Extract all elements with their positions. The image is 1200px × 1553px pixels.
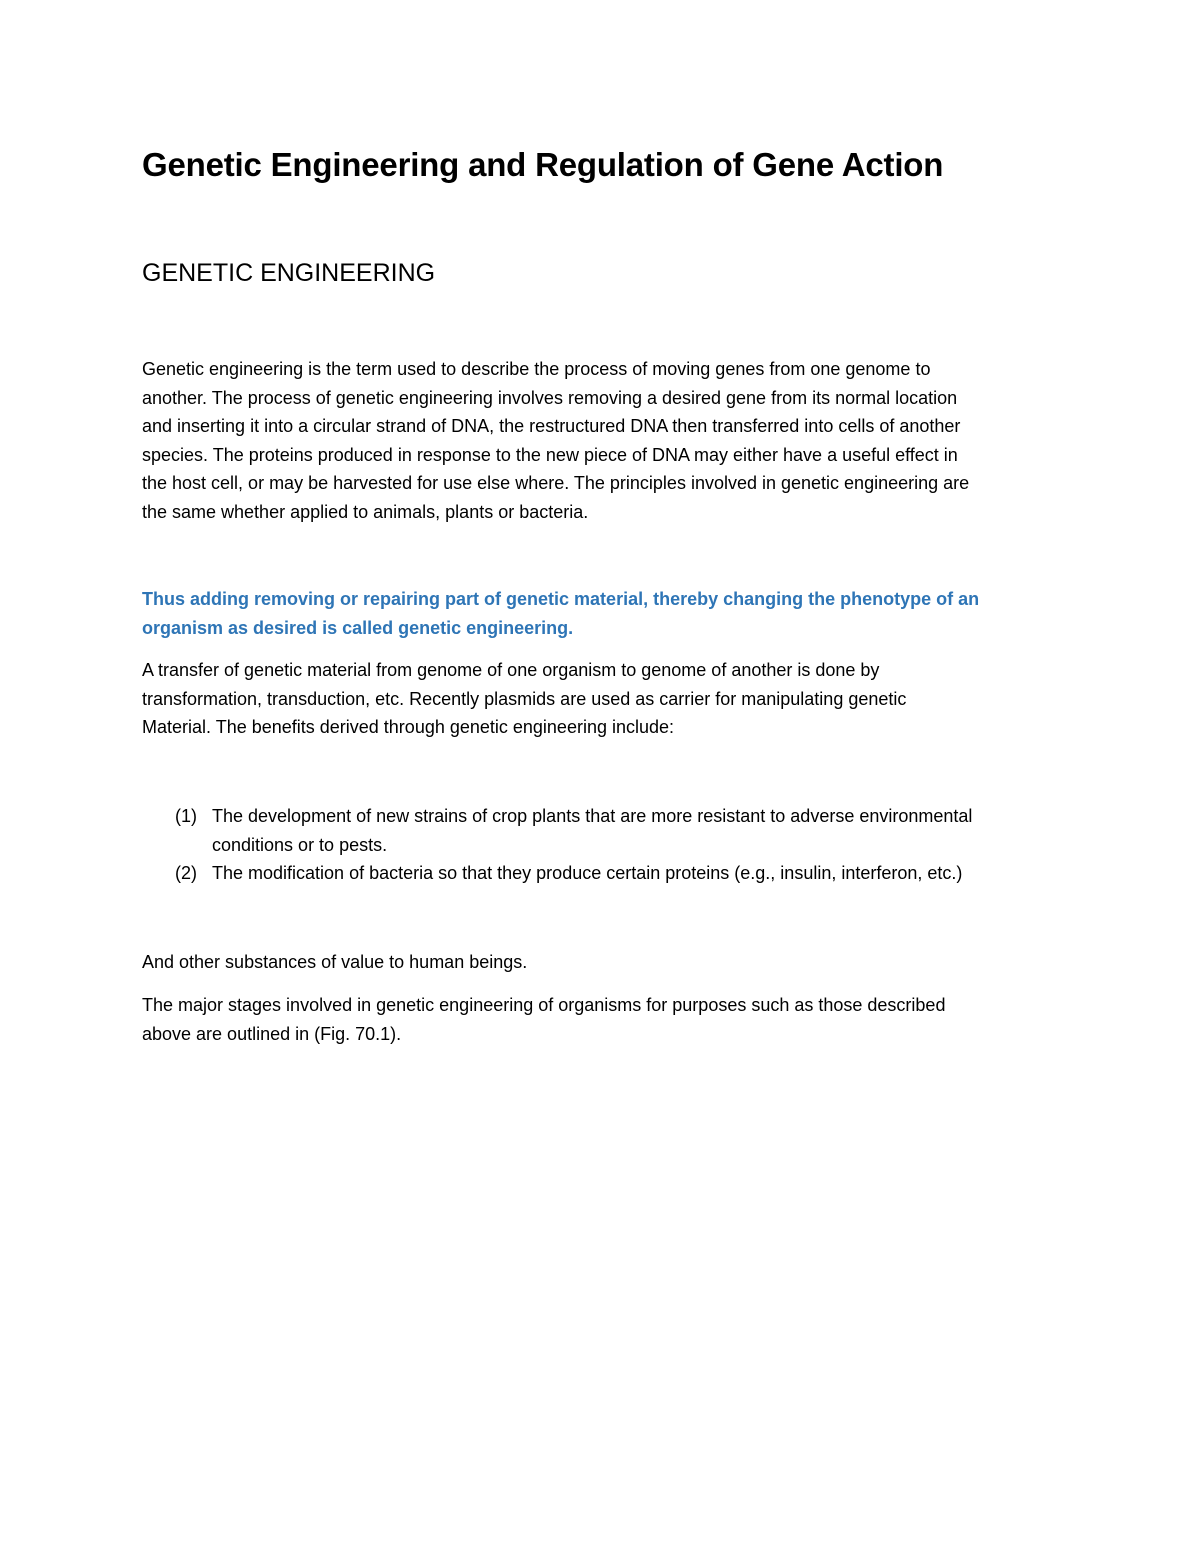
definition-emphasis: [142, 585, 1062, 642]
paragraph-line: Material. The benefits derived through genetic engineering include:: [142, 717, 675, 738]
substances-paragraph: [142, 948, 1062, 977]
list-number: (2): [175, 863, 197, 884]
paragraph-line: the host cell, or may be harvested for use else where. The principles involved in genetic engineering are: [142, 473, 970, 494]
list-item-line: The development of new strains of crop plants that are more resistant to adverse environmental: [212, 806, 973, 826]
paragraph-line: And other substances of value to human beings.: [142, 952, 528, 972]
intro-paragraph: [142, 355, 1062, 527]
paragraph-line: The major stages involved in genetic engineering of organisms for purposes such as those described: [142, 995, 946, 1015]
paragraph-line: Genetic engineering is the term used to describe the process of moving genes from one genome to: [142, 359, 931, 379]
list-number: (1): [175, 806, 197, 826]
paragraph-line: the same whether applied to animals, plants or bacteria.: [142, 501, 589, 522]
section-heading: GENETIC ENGINEERING: [142, 259, 436, 287]
benefits-list: [142, 802, 1072, 888]
list-item-line: conditions or to pests.: [212, 834, 388, 855]
paragraph-line: above are outlined in (Fig. 70.1).: [142, 1023, 402, 1044]
list-item: [142, 802, 1072, 859]
paragraph-line: transformation, transduction, etc. Recently plasmids are used as carrier for manipulating genetic: [142, 688, 907, 709]
paragraph-line: and inserting it into a circular strand of DNA, the restructured DNA then transferred into cells of another: [142, 416, 961, 437]
paragraph-line: species. The proteins produced in response to the new piece of DNA may either have a useful effect in: [142, 444, 958, 465]
paragraph-line: another. The process of genetic engineering involves removing a desired gene from its normal location: [142, 387, 958, 408]
transfer-paragraph: [142, 656, 1062, 742]
document-title: Genetic Engineering and Regulation of Gene Action: [142, 146, 944, 183]
paragraph-line: A transfer of genetic material from genome of one organism to genome of another is done by: [142, 660, 880, 680]
emphasis-line: Thus adding removing or repairing part of genetic material, thereby changing the phenotype of an: [142, 589, 980, 609]
list-item-line: The modification of bacteria so that they produce certain proteins (e.g., insulin, interferon, etc.): [212, 863, 963, 884]
list-item: [142, 859, 1072, 888]
emphasis-line: organism as desired is called genetic engineering.: [142, 617, 574, 638]
stages-paragraph: [142, 991, 1062, 1048]
